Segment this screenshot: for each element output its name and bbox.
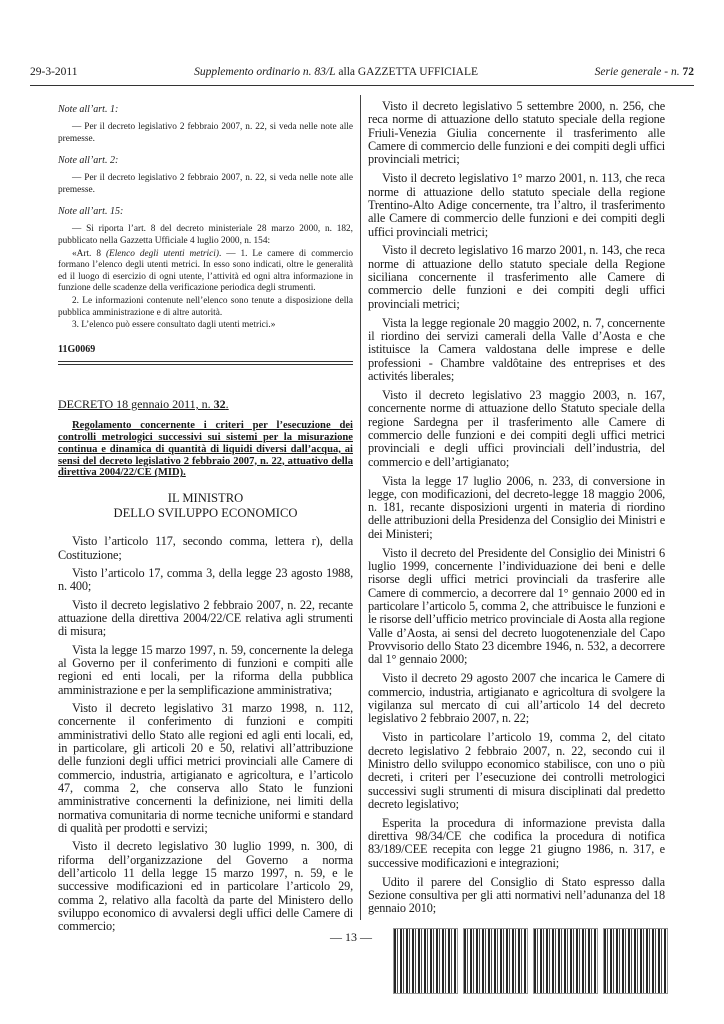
header-series-number: 72 xyxy=(682,66,694,78)
barcode-strip xyxy=(393,928,668,994)
header-series xyxy=(595,66,694,78)
right-paragraph: Esperita la procedura di informazione prevista dalla direttiva 98/34/CE che codifica la procedura di notifica 83/189/CEE recepita con legge 21 giugno 1986, n. 317, e successive modificazioni e integrazioni; xyxy=(368,815,665,870)
note-title: Note all’art. 1: xyxy=(58,104,119,115)
column-divider xyxy=(360,95,361,920)
header-date: 29-3-2011 xyxy=(30,66,78,78)
minister-line-2: DELLO SVILUPPO ECONOMICO xyxy=(113,506,298,521)
header-rule xyxy=(30,85,694,86)
quote-body: . — 1. Le camere di commercio formano l’elenco degli utenti metrici. In esso sono indicati, oltre le generalità ed il luogo di esercizio di ogni utente, l’attività ed ogni altra informazione in funzione delle scadenze della verificazione periodica degli strumenti. xyxy=(58,248,354,294)
right-paragraph: Visto il decreto legislativo 1° marzo 2001, n. 113, che reca norme di attuazione dello statuto speciale della regione Trentino-Alto Adige concernente, tra l’altro, il trasferimento alle Camere di commercio delle funzioni e dei compiti degli uffici provinciali metrici; xyxy=(368,171,665,239)
right-paragraph: Visto il decreto legislativo 23 maggio 2003, n. 167, concernente norme di attuazione dello Statuto speciale della regione Sardegna per il trasferimento alle Camere di commercio delle funzioni e dei compiti degli uffici metrici provinciali e degli uffici provinciali dell’industria, del commercio e dell’artigianato; xyxy=(368,387,665,469)
article-quote-para-3: 3. L’elenco può essere consultato dagli utenti metrici.» xyxy=(72,320,276,331)
header-publication-italic: Supplemento ordinario n. 83/L xyxy=(194,66,336,78)
barcode-image xyxy=(533,928,598,994)
article-quote-para-2: 2. Le informazioni contenute nell’elenco sono tenute a disposizione della pubblica amministrazione e di altre autorità. xyxy=(58,296,353,318)
left-column xyxy=(58,100,353,939)
left-paragraph: Visto il decreto legislativo 30 luglio 1999, n. 300, di riforma dell’organizzazione del Governo a norma dell’articolo 11 della legge 15 marzo 1997, n. 59, e le successive modificazioni ed in particolare l’articolo 29, comma 2, relativo alla facoltà da parte del Ministero dello sviluppo economico di avvalersi degli uffici delle Camere di commercio; xyxy=(58,839,353,934)
header-publication-plain: alla GAZZETTA UFFICIALE xyxy=(335,66,479,78)
minister-heading xyxy=(58,491,353,521)
note-title: Note all’art. 2: xyxy=(58,155,119,167)
header-publication xyxy=(194,66,478,78)
right-paragraph: Visto il decreto legislativo 16 marzo 2001, n. 143, che reca norme di attuazione dello statuto speciale della Regione siciliana concernente il trasferimento alle Camere di commercio delle funzioni e dei compiti degli uffici provinciali metrici; xyxy=(368,243,665,311)
right-paragraph: Udito il parere del Consiglio di Stato espresso dalla Sezione consultiva per gli atti normativi nell’adunanza del 18 gennaio 2010; xyxy=(368,874,665,916)
barcode-image xyxy=(463,928,528,994)
note-text: — Per il decreto legislativo 2 febbraio 2007, n. 22, si veda nelle note alle premesse. xyxy=(58,173,353,195)
page-number: — 13 — xyxy=(330,930,372,944)
barcode-image xyxy=(393,928,458,994)
quote-heading: (Elenco degli utenti metrici) xyxy=(105,248,219,259)
right-paragraph: Visto in particolare l’articolo 19, comma 2, del citato decreto legislativo 2 febbraio 2007, n. 22, secondo cui il Ministro dello sviluppo economico stabilisce, con uno o più decreti, i criteri per l’esecuzione dei controlli metrologici successivi sugli strumenti di misura disciplinati dal predetto decreto legislativo; xyxy=(368,730,665,811)
decree-number: 32 xyxy=(213,396,226,411)
left-paragraph: Vista la legge 15 marzo 1997, n. 59, concernente la delega al Governo per il conferimento di funzioni e compiti alle regioni ed enti locali, per la riforma della pubblica amministrazione e per la semplificazione amministrativa; xyxy=(58,642,353,697)
note-text: — Si riporta l’art. 8 del decreto ministeriale 28 marzo 2000, n. 182, pubblicato nella Gazzetta Ufficiale 4 luglio 2000, n. 154: xyxy=(58,224,353,247)
decree-title-text: DECRETO 18 gennaio 2011, n. xyxy=(58,396,214,411)
quote-start: «Art. 8 xyxy=(72,248,106,259)
decree-title-end: . xyxy=(225,396,229,411)
right-paragraph: Vista la legge regionale 20 maggio 2002, n. 7, concernente il riordino dei servizi camerali della Valle d’Aosta e che istituisce la Camera valdostana delle imprese e delle professioni - Chambre valdôtaine des entreprises et des activités liberales; xyxy=(368,315,665,384)
decree-title xyxy=(58,397,353,412)
page-header xyxy=(30,66,694,82)
barcode-image xyxy=(603,928,668,994)
left-paragraph: Visto il decreto legislativo 2 febbraio 2007, n. 22, recante attuazione della direttiva 2004/22/CE relativa agli strumenti di misura; xyxy=(58,597,353,639)
note-title: Note all’art. 15: xyxy=(58,206,124,218)
right-column xyxy=(368,100,665,921)
right-paragraph: Vista la legge 17 luglio 2006, n. 233, di conversione in legge, con modificazioni, del decreto-legge 18 maggio 2006, n. 181, recante disposizioni urgenti in materia di riordino delle attribuzioni della Presidenza del Consiglio dei Ministri e dei Ministeri; xyxy=(368,473,665,541)
right-paragraph: Visto il decreto 29 agosto 2007 che incarica le Camere di commercio, industria, artigianato e agricoltura di svolgere la vigilanza sul mercato di cui all’articolo 14 del decreto legislativo 2 febbraio 2007, n. 22; xyxy=(368,671,665,726)
minister-line-1: IL MINISTRO xyxy=(167,491,244,506)
document-code: 11G0069 xyxy=(58,343,96,355)
left-paragraph: Visto il decreto legislativo 31 marzo 1998, n. 112, concernente il conferimento di funzioni e compiti amministrativi dello Stato alle regioni ed agli enti locali, ed, in particolare, gli articoli 20 e 50, relativi all’attribuzione delle funzioni degli uffici metrici provinciali alle Camere di commercio, industria, artigianato e agricoltura, e l’articolo 47, comma 2, che conserva allo Stato le funzioni amministrative concernenti la definizione, nei limiti della normativa comunitaria di norme tecniche uniformi e standard di qualità per prodotti e servizi; xyxy=(58,701,353,835)
right-paragraph: Visto il decreto legislativo 5 settembre 2000, n. 256, che reca norme di attuazione dello statuto speciale della regione Friuli-Venezia Giulia concernente il trasferimento alle Camere di commercio delle funzioni e dei compiti degli uffici provinciali metrici; xyxy=(368,99,665,167)
article-quote-para-1 xyxy=(58,249,353,295)
left-paragraph: Visto l’articolo 17, comma 3, della legge 23 agosto 1988, n. 400; xyxy=(58,566,353,594)
note-text: — Per il decreto legislativo 2 febbraio 2007, n. 22, si veda nelle note alle premesse. xyxy=(58,122,353,144)
right-paragraph: Visto il decreto del Presidente del Consiglio dei Ministri 6 luglio 1999, concernente l’individuazione dei beni e delle risorse degli uffici metrici provinciali da trasferire alle Camere di commercio, a decorrere dal 1° gennaio 2000 ed in particolare l’articolo 5, comma 2, che attribuisce le funzioni e le risorse dell’ufficio metrico provinciale di Aosta alla regione Valle d’Aosta, ai sensi del decreto luogotenenziale del Capo Provvisorio dello Stato 23 dicembre 1946, n. 532, a decorrere dal 1° gennaio 2000; xyxy=(368,545,665,667)
notes-section xyxy=(58,104,353,332)
left-paragraph: Visto l’articolo 117, secondo comma, lettera r), della Costituzione; xyxy=(58,534,353,562)
decree-subject: Regolamento concernente i criteri per l’esecuzione dei controlli metrologici successivi sui sistemi per la misurazione continua e dinamica di quantità di liquidi diversi dall’acqua, ai sensi del decreto legislativo 2 febbraio 2007, n. 22, attuativo della direttiva 2004/22/CE (MID). xyxy=(58,419,353,479)
section-separator xyxy=(58,361,353,365)
header-series-label: Serie generale - n. xyxy=(594,66,683,78)
